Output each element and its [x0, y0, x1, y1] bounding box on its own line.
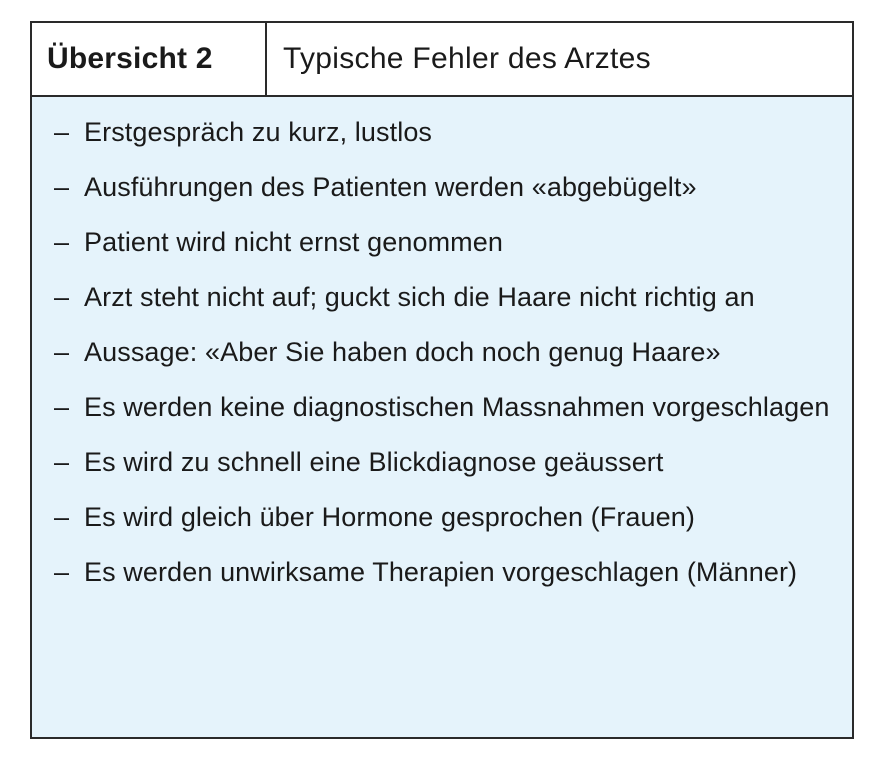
list-item-text: Aussage: «Aber Sie haben doch noch genug Haare» [84, 337, 721, 367]
bullet-dash: – [54, 172, 70, 202]
overview-box [30, 21, 854, 739]
list-item [32, 224, 852, 261]
list-item [32, 554, 852, 591]
list-item-text: Es werden unwirksame Therapien vorgeschlagen (Männer) [84, 557, 798, 587]
list-item [32, 389, 852, 426]
overview-label: Übersicht 2 [32, 23, 267, 95]
bullet-dash: – [54, 337, 70, 367]
bullet-dash: – [54, 557, 70, 587]
error-list [32, 97, 852, 591]
list-item-text: Ausführungen des Patienten werden «abgebügelt» [84, 172, 697, 202]
list-item-text: Arzt steht nicht auf; guckt sich die Haare nicht richtig an [84, 282, 755, 312]
list-item [32, 499, 852, 536]
bullet-dash: – [54, 227, 70, 257]
list-item-text: Es werden keine diagnostischen Massnahmen vorgeschlagen [84, 392, 830, 422]
list-item [32, 279, 852, 316]
list-item-text: Es wird zu schnell eine Blickdiagnose geäussert [84, 447, 664, 477]
list-item [32, 444, 852, 481]
bullet-dash: – [54, 282, 70, 312]
list-item [32, 334, 852, 371]
list-item-text: Es wird gleich über Hormone gesprochen (Frauen) [84, 502, 695, 532]
bullet-dash: – [54, 447, 70, 477]
list-item-text: Patient wird nicht ernst genommen [84, 227, 504, 257]
overview-title: Typische Fehler des Arztes [283, 42, 651, 75]
bullet-dash: – [54, 117, 70, 147]
list-item [32, 114, 852, 151]
list-item [32, 169, 852, 206]
bullet-dash: – [54, 502, 70, 532]
list-item-text: Erstgespräch zu kurz, lustlos [84, 117, 433, 147]
overview-header [32, 23, 852, 97]
bullet-dash: – [54, 392, 70, 422]
